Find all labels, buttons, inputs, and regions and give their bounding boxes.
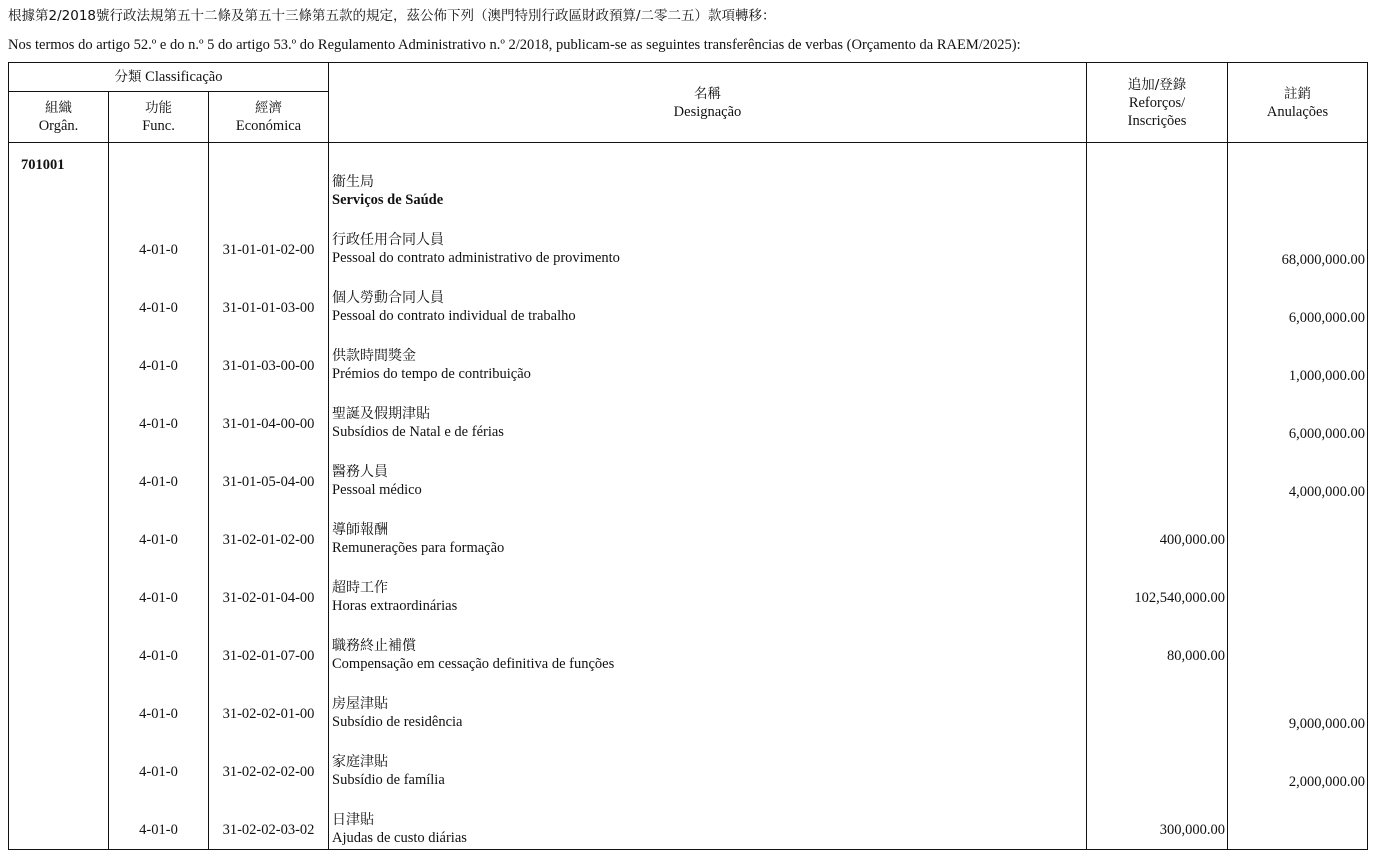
table-row (9, 675, 1368, 733)
header-anulacoes-pt: Anulações (1266, 103, 1329, 120)
designation-zh: 醫務人員 (332, 464, 388, 480)
designation-cell (329, 733, 1087, 791)
economic-code: 31-02-02-01-00 (209, 675, 329, 733)
organica-cell (9, 443, 109, 501)
economic-code: 31-01-01-02-00 (209, 211, 329, 269)
table-row (9, 385, 1368, 443)
economic-code: 31-02-02-03-02 (209, 791, 329, 850)
anulacao-value: 2,000,000.00 (1228, 733, 1368, 791)
header-designacao (329, 63, 1087, 143)
economic-code: 31-01-05-04-00 (209, 443, 329, 501)
organica-cell (9, 617, 109, 675)
economic-code: 31-01-04-00-00 (209, 385, 329, 443)
economic-code: 31-02-01-07-00 (209, 617, 329, 675)
organ-row (9, 143, 1368, 212)
table-row (9, 211, 1368, 269)
header-organica-pt: Orgân. (38, 118, 79, 134)
designation-zh: 家庭津貼 (332, 754, 388, 770)
reforco-value (1087, 269, 1228, 327)
designation-pt: Subsídio de residência (332, 714, 463, 730)
designation-cell (329, 211, 1087, 269)
header-classificacao-pt: Classificação (145, 69, 223, 85)
designation-pt: Horas extraordinárias (332, 598, 458, 614)
reforco-value (1087, 733, 1228, 791)
header-reforcos-zh: 追加/登錄 (1127, 76, 1187, 93)
reforco-value: 400,000.00 (1087, 501, 1228, 559)
organica-cell (9, 385, 109, 443)
reforco-value (1087, 385, 1228, 443)
designation-pt: Subsídios de Natal e de férias (332, 424, 504, 440)
anulacao-value: 6,000,000.00 (1228, 269, 1368, 327)
anulacao-value (1228, 791, 1368, 850)
designation-cell (329, 443, 1087, 501)
designation-pt: Subsídio de família (332, 772, 445, 788)
functional-code: 4-01-0 (109, 617, 209, 675)
organica-cell (9, 733, 109, 791)
header-organica-zh: 組織 (45, 100, 72, 116)
table-row (9, 269, 1368, 327)
designation-zh: 房屋津貼 (332, 696, 388, 712)
header-classificacao (9, 63, 329, 92)
header-anulacoes-zh: 註銷 (1284, 85, 1311, 102)
organ-designation (329, 143, 1087, 212)
organ-reforco-cell (1087, 143, 1228, 212)
functional-code: 4-01-0 (109, 675, 209, 733)
table-row (9, 559, 1368, 617)
table-row (9, 791, 1368, 850)
organ-name-pt: Serviços de Saúde (332, 192, 444, 208)
organica-cell (9, 269, 109, 327)
designation-zh: 聖誕及假期津貼 (332, 406, 430, 422)
organica-cell (9, 675, 109, 733)
anulacao-value: 6,000,000.00 (1228, 385, 1368, 443)
designation-cell (329, 617, 1087, 675)
organica-cell (9, 791, 109, 850)
designation-cell (329, 269, 1087, 327)
functional-code: 4-01-0 (109, 385, 209, 443)
designation-pt: Pessoal do contrato administrativo de provimento (332, 250, 620, 266)
header-organica (9, 92, 109, 143)
anulacao-value: 9,000,000.00 (1228, 675, 1368, 733)
economic-code: 31-02-01-02-00 (209, 501, 329, 559)
reforco-value (1087, 211, 1228, 269)
header-classificacao-zh: 分類 (114, 69, 142, 85)
organ-anulacao-cell (1228, 143, 1368, 212)
economic-code: 31-02-01-04-00 (209, 559, 329, 617)
organica-cell (9, 327, 109, 385)
designation-pt: Ajudas de custo diárias (332, 830, 467, 846)
organica-cell (9, 501, 109, 559)
budget-transfer-table (8, 62, 1368, 850)
table-row (9, 617, 1368, 675)
designation-zh: 日津貼 (332, 812, 374, 828)
intro-text-chinese: 根據第2/2018號行政法規第五十二條及第五十三條第五款的規定，茲公佈下列（澳門特別行政區財政預算/二零二五）款項轉移： (8, 8, 776, 24)
designation-pt: Remunerações para formação (332, 540, 505, 556)
organica-cell (9, 559, 109, 617)
header-designacao-zh: 名稱 (694, 85, 721, 102)
table-body (9, 143, 1368, 850)
economic-code: 31-01-01-03-00 (209, 269, 329, 327)
anulacao-value (1228, 501, 1368, 559)
designation-cell (329, 791, 1087, 850)
designation-cell (329, 327, 1087, 385)
header-funcional (109, 92, 209, 143)
organ-func-cell (109, 143, 209, 212)
anulacao-value: 4,000,000.00 (1228, 443, 1368, 501)
designation-pt: Pessoal do contrato individual de trabalho (332, 308, 576, 324)
reforco-value (1087, 443, 1228, 501)
functional-code: 4-01-0 (109, 211, 209, 269)
functional-code: 4-01-0 (109, 501, 209, 559)
economic-code: 31-02-02-02-00 (209, 733, 329, 791)
header-funcional-zh: 功能 (145, 100, 172, 116)
reforco-value: 80,000.00 (1087, 617, 1228, 675)
organica-cell (9, 211, 109, 269)
table-row (9, 733, 1368, 791)
functional-code: 4-01-0 (109, 327, 209, 385)
designation-zh: 超時工作 (332, 580, 388, 596)
header-funcional-pt: Func. (142, 118, 175, 134)
designation-zh: 供款時間獎金 (332, 348, 416, 364)
designation-cell (329, 559, 1087, 617)
designation-pt: Compensação em cessação definitiva de funções (332, 656, 615, 672)
organ-code: 701001 (9, 143, 109, 212)
header-economica-zh: 經濟 (255, 100, 282, 116)
organ-name-zh: 衞生局 (332, 174, 374, 190)
reforco-value: 102,540,000.00 (1087, 559, 1228, 617)
functional-code: 4-01-0 (109, 733, 209, 791)
table-row (9, 443, 1368, 501)
table-header (9, 63, 1368, 143)
reforco-value: 300,000.00 (1087, 791, 1228, 850)
reforco-value (1087, 675, 1228, 733)
intro-text-portuguese: Nos termos do artigo 52.º e do n.º 5 do artigo 53.º do Regulamento Administrativo n.º 2/2018, publicam-se as seguintes transferências de verbas (Orçamento da RAEM/2025): (8, 37, 1021, 53)
table-row (9, 501, 1368, 559)
header-reforcos-pt2: Inscrições (1127, 112, 1187, 129)
anulacao-value: 1,000,000.00 (1228, 327, 1368, 385)
anulacao-value (1228, 617, 1368, 675)
functional-code: 4-01-0 (109, 269, 209, 327)
header-economica (209, 92, 329, 143)
designation-zh: 行政任用合同人員 (332, 232, 444, 248)
header-designacao-pt: Designação (673, 103, 742, 120)
functional-code: 4-01-0 (109, 791, 209, 850)
designation-pt: Pessoal médico (332, 482, 422, 498)
header-economica-pt: Económica (235, 118, 302, 134)
economic-code: 31-01-03-00-00 (209, 327, 329, 385)
designation-zh: 職務終止補償 (332, 638, 416, 654)
designation-zh: 導師報酬 (332, 522, 388, 538)
functional-code: 4-01-0 (109, 443, 209, 501)
designation-pt: Prémios do tempo de contribuição (332, 366, 531, 382)
header-reforcos-pt1: Reforços/ (1128, 94, 1186, 111)
anulacao-value: 68,000,000.00 (1228, 211, 1368, 269)
organ-econ-cell (209, 143, 329, 212)
table-row (9, 327, 1368, 385)
designation-cell (329, 501, 1087, 559)
designation-zh: 個人勞動合同人員 (332, 290, 444, 306)
header-anulacoes (1228, 63, 1368, 143)
header-reforcos (1087, 63, 1228, 143)
designation-cell (329, 385, 1087, 443)
reforco-value (1087, 327, 1228, 385)
functional-code: 4-01-0 (109, 559, 209, 617)
designation-cell (329, 675, 1087, 733)
anulacao-value (1228, 559, 1368, 617)
